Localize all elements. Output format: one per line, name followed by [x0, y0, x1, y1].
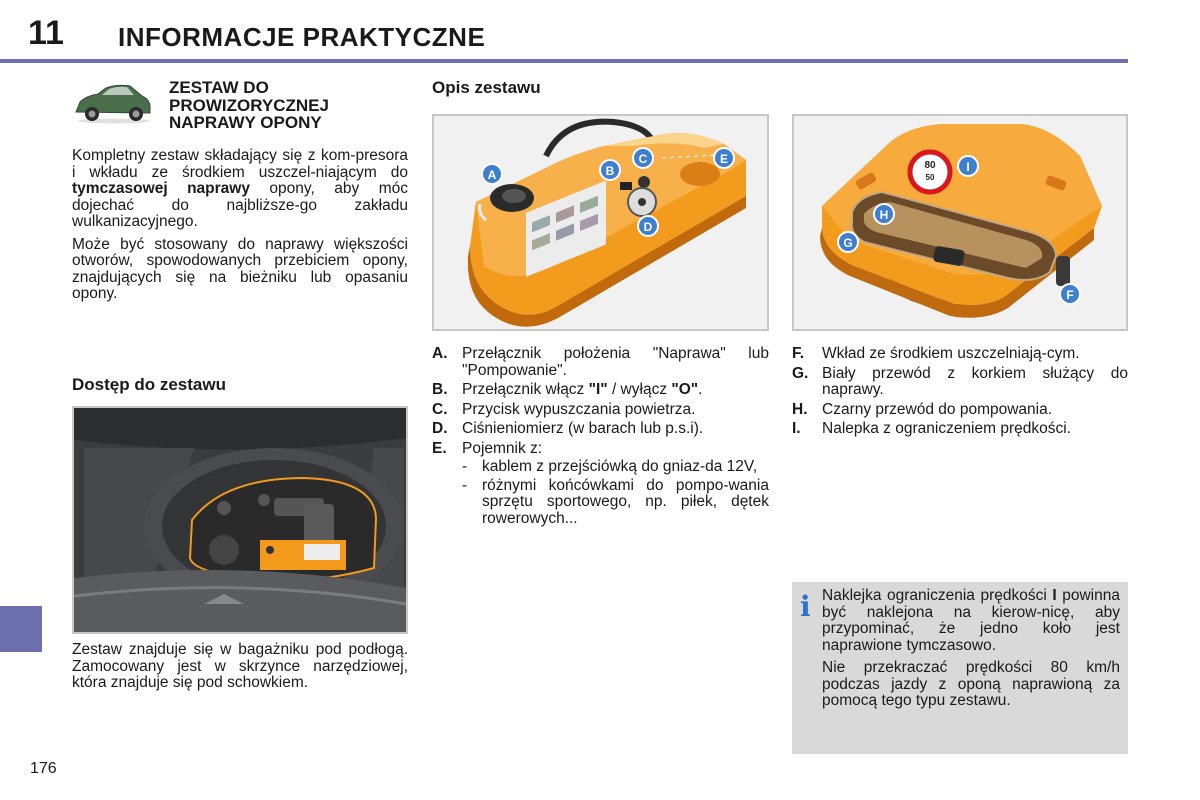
- item-text: Przycisk wypuszczania powietrza.: [462, 400, 696, 418]
- callout-g: [838, 232, 858, 252]
- header-rule: [0, 59, 1128, 63]
- dash-bullet: -: [462, 476, 468, 494]
- trunk-photo: [72, 406, 408, 634]
- svg-text:F: F: [1066, 288, 1074, 302]
- item-key: F.: [792, 345, 805, 362]
- item-bold: "I": [588, 381, 608, 398]
- dash-bullet: -: [462, 458, 468, 475]
- description-list-f-i: [792, 346, 1128, 441]
- sub-item: [462, 478, 769, 528]
- chapter-number: 11: [28, 14, 64, 52]
- item-text: Biały przewód z korkiem służący do naprawy.: [822, 364, 1128, 398]
- kit-title-line: ZESTAW DO: [169, 78, 269, 97]
- item-text: Przełącznik położenia "Naprawa" lub "Pompowanie".: [462, 345, 769, 379]
- info-bold: I: [1052, 587, 1057, 604]
- list-item-f: [792, 346, 1128, 363]
- item-key: E.: [432, 439, 447, 457]
- info-text-b: powinna być naklejona na kierow-nicę, aby przypominać, że jedno koło jest naprawione tymczasowo.: [822, 587, 1120, 654]
- item-key: I.: [792, 420, 801, 437]
- svg-text:B: B: [605, 164, 615, 178]
- item-text: Nalepka z ograniczeniem prędkości.: [822, 420, 1071, 437]
- list-item-d: [432, 421, 769, 438]
- compressor-back-illustration: [794, 116, 1126, 329]
- item-text: .: [698, 381, 703, 398]
- callout-i: [958, 156, 978, 176]
- sub-item: [462, 459, 769, 476]
- intro-text-a: Kompletny zestaw składający się z kom-presora i wkładu ze środkiem uszczel-niającym do: [72, 147, 408, 181]
- item-text: Czarny przewód do pompowania.: [822, 400, 1053, 418]
- intro-bold: tymczasowej naprawy: [72, 180, 250, 197]
- trunk-illustration: [74, 408, 406, 632]
- description-heading: Opis zestawu: [432, 78, 541, 97]
- compressor-front-illustration: [434, 116, 767, 329]
- list-item-a: [432, 346, 769, 379]
- svg-text:E: E: [719, 152, 729, 166]
- info-text-a: Naklejka ograniczenia prędkości: [822, 587, 1047, 604]
- list-item-h: [792, 402, 1128, 419]
- kit-title-line: PROWIZORYCZNEJ: [169, 95, 329, 115]
- item-key: B.: [432, 381, 448, 398]
- car-icon: [72, 82, 152, 124]
- callout-a: [482, 164, 502, 184]
- item-key: A.: [432, 345, 448, 362]
- speed-sticker-80: 80: [924, 160, 936, 171]
- callout-e: [714, 148, 734, 168]
- info-box: [792, 582, 1128, 754]
- list-item-g: [792, 366, 1128, 399]
- kit-title-line: NAPRAWY OPONY: [169, 113, 322, 132]
- svg-text:A: A: [487, 168, 497, 182]
- intro-text-b: opony, aby móc dojechać do najbliższe-go zakładu wulkanizacyjnego.: [72, 180, 408, 230]
- svg-text:I: I: [966, 160, 970, 174]
- chapter-title: INFORMACJE PRAKTYCZNE: [118, 22, 486, 52]
- chapter-side-tab: [0, 606, 42, 652]
- kit-back-photo: [792, 114, 1128, 331]
- info-text: [822, 588, 1120, 716]
- svg-text:H: H: [879, 208, 889, 222]
- access-text: Zestaw znajduje się w bagażniku pod podłogą. Zamocowany jest w skrzynce narzędziowej, która znajduje się pod schowkiem.: [72, 641, 408, 691]
- kit-front-photo: [432, 114, 769, 331]
- item-key: D.: [432, 420, 448, 437]
- usage-paragraph: Może być stosowany do naprawy większości otworów, spowodowanych przebiciem opony, znajdujących się na bieżniku lub opasaniu opony.: [72, 235, 408, 302]
- kit-intro: [72, 148, 408, 309]
- item-text: Ciśnieniomierz (w barach lub p.s.i).: [462, 420, 704, 437]
- sub-item-text: różnymi końcówkami do pompo-wania sprzętu sportowego, np. piłek, dętek rowerowych...: [482, 476, 769, 527]
- sub-item-text: kablem z przejściówką do gniaz-da 12V,: [482, 458, 758, 475]
- description-list-a-e: [432, 346, 769, 530]
- list-item-c: [432, 402, 769, 419]
- callout-c: [633, 148, 653, 168]
- item-key: C.: [432, 400, 448, 418]
- callout-b: [600, 160, 620, 180]
- list-item-b: [432, 382, 769, 399]
- callout-f: [1060, 284, 1080, 304]
- callout-h: [874, 204, 894, 224]
- intro-paragraph: [72, 148, 408, 231]
- item-key: G.: [792, 364, 809, 382]
- info-paragraph: [822, 588, 1120, 654]
- info-paragraph: Nie przekraczać prędkości 80 km/h podczas jazdy z oponą naprawioną za pomocą tego typu zestawu.: [822, 659, 1120, 709]
- access-heading: Dostęp do zestawu: [72, 375, 226, 394]
- svg-text:D: D: [643, 220, 653, 234]
- page-number: 176: [30, 760, 57, 777]
- callout-d: [638, 216, 658, 236]
- container-contents: [462, 459, 769, 527]
- info-icon: i: [800, 590, 811, 623]
- kit-title: [169, 79, 329, 132]
- item-bold: "O": [671, 381, 699, 398]
- item-text: / wyłącz: [607, 381, 672, 398]
- item-text: Przełącznik włącz: [462, 381, 589, 398]
- item-text: Pojemnik z:: [462, 439, 543, 457]
- speed-sticker-50: 50: [925, 173, 935, 182]
- list-item-e: [432, 441, 769, 528]
- svg-text:G: G: [843, 236, 853, 250]
- list-item-i: [792, 421, 1128, 438]
- item-text: Wkład ze środkiem uszczelniają-cym.: [822, 345, 1080, 362]
- svg-text:C: C: [638, 152, 648, 166]
- item-key: H.: [792, 400, 808, 418]
